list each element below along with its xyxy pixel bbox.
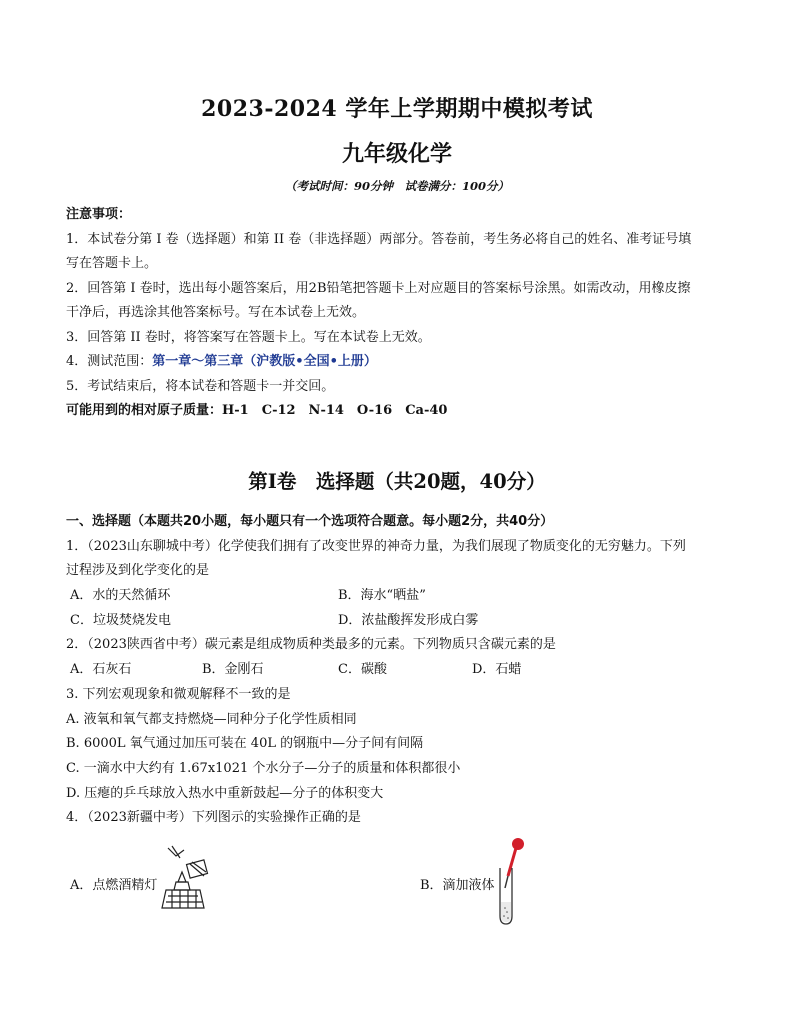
exam-subtitle: 九年级化学 — [341, 141, 452, 167]
q4-option-b: B．滴加液体 — [420, 878, 495, 893]
q3-option-a: A. 液氧和氧气都支持燃烧—同种分子化学性质相同 — [66, 711, 357, 727]
q3-stem: 3. 下列宏观现象和微观解释不一致的是 — [66, 686, 291, 702]
q1-option-a: A．水的天然循环 — [70, 588, 171, 604]
q2-option-a: A．石灰石 — [70, 662, 132, 678]
q4-stem: 4．（2023新疆中考）下列图示的实验操作正确的是 — [66, 810, 361, 826]
note-4 — [66, 350, 728, 375]
q2-option-b: B．金刚石 — [202, 662, 264, 678]
q3-option-b: B. 6000L 氧气通过加压可装在 40L 的钢瓶中—分子间有间隔 — [66, 736, 424, 752]
note-1a: 1．本试卷分第 I 卷（选择题）和第 II 卷（非选择题）两部分。答卷前，考生务必将自己的姓名、准考证号填 — [66, 231, 692, 247]
q1-options-row1 — [66, 584, 728, 609]
q4-options — [66, 840, 728, 930]
note-2a: 2．回答第 I 卷时，选出每小题答案后，用2B铅笔把答题卡上对应题目的答案标号涂黑。如需改动，用橡皮擦 — [66, 280, 691, 296]
section-title: 第I卷 选择题（共20题，40分） — [248, 470, 546, 493]
questions-block — [66, 510, 728, 831]
exam-title: 2023-2024 学年上学期期中模拟考试 — [201, 96, 593, 122]
q3-option-c: C. 一滴水中大约有 1.67x1021 个水分子—分子的质量和体积都很小 — [66, 760, 461, 776]
q2-option-c: C．碳酸 — [338, 662, 387, 678]
q1-option-d: D．浓盐酸挥发形成白雾 — [338, 612, 479, 628]
dropper-test-tube-illustration-icon — [494, 836, 526, 926]
test-scope: 第一章～第三章（沪教版•全国•上册） — [152, 354, 377, 369]
q1-option-c: C．垃圾焚烧发电 — [70, 612, 171, 628]
alcohol-lamp-ignition-illustration-icon — [158, 842, 218, 914]
note-4-prefix: 4．测试范围： — [66, 354, 153, 369]
q1-stem-a: 1．（2023山东聊城中考）化学使我们拥有了改变世界的神奇力量，为我们展现了物质变化的无穷魅力。下列 — [66, 538, 686, 554]
q4-option-a: A．点燃酒精灯 — [70, 878, 158, 893]
notes-heading: 注意事项： — [66, 207, 132, 222]
note-5: 5．考试结束后，将本试卷和答题卡一并交回。 — [66, 378, 335, 394]
part-heading: 一、选择题（本题共20小题，每小题只有一个选项符合题意。每小题2分，共40分） — [66, 514, 554, 529]
note-3: 3．回答第 II 卷时，将答案写在答题卡上。写在本试卷上无效。 — [66, 329, 431, 345]
q2-option-d: D．石蜡 — [472, 662, 522, 678]
q1-options-row2 — [66, 609, 728, 634]
q2-stem: 2．（2023陕西省中考）碳元素是组成物质种类最多的元素。下列物质只含碳元素的是 — [66, 637, 556, 653]
q3-option-d: D. 压瘪的乒乓球放入热水中重新鼓起—分子的体积变大 — [66, 785, 384, 801]
exam-info: （考试时间：90分钟 试卷满分：100分） — [284, 179, 509, 193]
notes-block — [66, 203, 728, 424]
atomic-mass-line: 可能用到的相对原子质量：H-1 C-12 N-14 O-16 Ca-40 — [66, 403, 448, 418]
q2-options-row — [66, 658, 728, 683]
note-1b: 写在答题卡上。 — [66, 256, 158, 271]
q1-stem-b: 过程涉及到化学变化的是 — [66, 563, 210, 579]
q1-option-b: B．海水“晒盐” — [338, 588, 426, 604]
note-2b: 干净后，再选涂其他答案标号。写在本试卷上无效。 — [66, 305, 366, 320]
